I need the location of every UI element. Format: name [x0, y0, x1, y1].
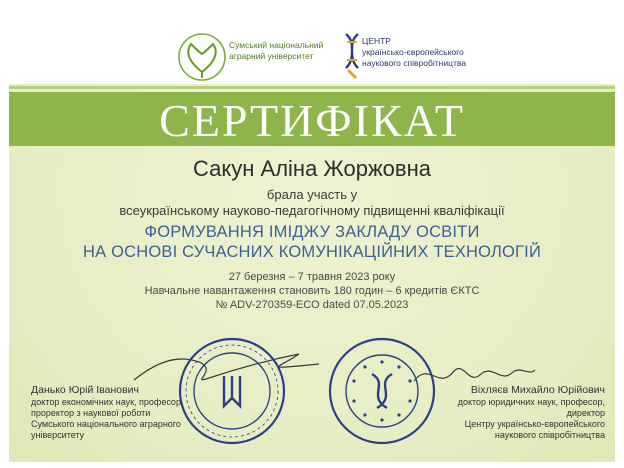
certificate-number: № ADV-270359-ECO dated 07.05.2023 — [215, 299, 409, 311]
certificate-title: СЕРТИФІКАТ — [159, 95, 465, 146]
ginkgo-leaf-icon — [177, 32, 227, 82]
university-logo — [177, 32, 324, 87]
certificate-frame — [9, 6, 615, 462]
divider-line — [9, 86, 615, 89]
course-title-line1: ФОРМУВАННЯ ІМІДЖУ ЗАКЛАДУ ОСВІТИ — [144, 223, 480, 241]
center-name: ЦЕНТР українсько-європейського наукового співробітництва — [362, 36, 466, 68]
signatory-left-name: Данько Юрій Іванович — [31, 384, 140, 396]
participation-text: брала участь у — [266, 187, 358, 202]
course-workload: Навчальне навантаження становить 180 годин – 6 кредитів ЄКТС — [144, 285, 480, 297]
signatory-left: Данько Юрій Іванович доктор економічних наук, професор, проректор з наукової роботи Сумського національного аграрного університету — [31, 384, 201, 441]
course-dates: 27 березня – 7 травня 2023 року — [228, 271, 396, 283]
signatory-right-name: Віхляєв Михайло Юрійович — [470, 384, 605, 396]
center-stamp — [327, 336, 437, 446]
course-title-line2: НА ОСНОВІ СУЧАСНИХ КОМУНІКАЦІЙНИХ ТЕХНОЛОГІЙ — [82, 243, 542, 261]
recipient-name: Сакун Аліна Жоржовна — [193, 156, 431, 181]
university-name: Сумський національний аграрний університет — [229, 40, 324, 61]
program-type-text: всеукраїнському науково-педагогічному підвищенні кваліфікації — [119, 203, 505, 218]
center-logo — [344, 32, 466, 85]
signatory-right: Віхляєв Михайло Юрійович доктор юридичних наук, професор, директор Центру українсько-європейського наукового співробітництва — [431, 384, 605, 441]
center-emblem-icon — [344, 32, 360, 80]
